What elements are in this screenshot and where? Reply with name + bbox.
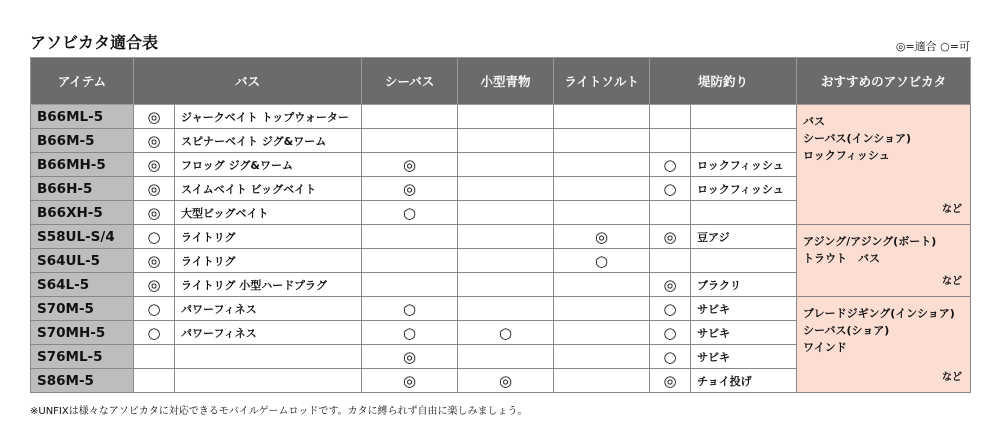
item-code: B66M-5 [31, 129, 134, 153]
bass-mark: ◎ [134, 273, 175, 297]
item-code: S76ML-5 [31, 345, 134, 369]
seabass-mark [362, 225, 458, 249]
header-seabass: シーバス [362, 58, 458, 105]
small-blue-mark [458, 225, 554, 249]
bass-mark: ◎ [134, 153, 175, 177]
recommend-line: ロックフィッシュ [803, 149, 890, 162]
seabass-mark: ○ [362, 321, 458, 345]
item-code: B66ML-5 [31, 105, 134, 129]
light-salt-mark [554, 369, 650, 393]
bass-mark: ○ [134, 297, 175, 321]
item-code: B66MH-5 [31, 153, 134, 177]
small-blue-mark [458, 249, 554, 273]
table-row [31, 225, 971, 249]
header-small-blue: 小型青物 [458, 58, 554, 105]
item-code: S64L-5 [31, 273, 134, 297]
bass-lure: ライトリグ 小型ハードプラグ [175, 273, 362, 297]
pier-mark: ○ [650, 153, 691, 177]
bass-mark: ◎ [134, 129, 175, 153]
small-blue-mark [458, 177, 554, 201]
recommend-line: シーバス(インショア) [803, 132, 912, 145]
light-salt-mark [554, 153, 650, 177]
pier-mark: ◎ [650, 273, 691, 297]
pier-method [691, 249, 797, 273]
pier-mark [650, 129, 691, 153]
bass-mark: ◎ [134, 105, 175, 129]
bass-lure: フロッグ ジグ&ワーム [175, 153, 362, 177]
recommend-cell [797, 225, 971, 297]
light-salt-mark [554, 105, 650, 129]
small-blue-mark [458, 273, 554, 297]
pier-mark [650, 249, 691, 273]
seabass-mark: ◎ [362, 153, 458, 177]
header-light-salt: ライトソルト [554, 58, 650, 105]
light-salt-mark [554, 273, 650, 297]
pier-method: ロックフィッシュ [691, 177, 797, 201]
small-blue-mark [458, 297, 554, 321]
bass-mark: ◎ [134, 249, 175, 273]
item-code: S86M-5 [31, 369, 134, 393]
small-blue-mark [458, 129, 554, 153]
bass-lure: ライトリグ [175, 225, 362, 249]
seabass-mark: ◎ [362, 177, 458, 201]
seabass-mark: ◎ [362, 345, 458, 369]
recommend-line: トラウト バス [803, 252, 881, 265]
bass-lure: スイムベイト ビッグベイト [175, 177, 362, 201]
table-body [31, 105, 971, 393]
recommend-line: ワインド [803, 341, 847, 354]
bass-mark [134, 369, 175, 393]
pier-mark: ○ [650, 177, 691, 201]
header-recommend: おすすめのアソビカタ [797, 58, 971, 105]
small-blue-mark: ○ [458, 321, 554, 345]
pier-method: チョイ投げ [691, 369, 797, 393]
bass-mark: ◎ [134, 177, 175, 201]
seabass-mark [362, 249, 458, 273]
pier-mark: ◎ [650, 225, 691, 249]
bass-mark [134, 345, 175, 369]
recommend-line: ブレードジギング(インショア) [803, 307, 955, 320]
pier-mark: ○ [650, 321, 691, 345]
seabass-mark [362, 129, 458, 153]
pier-method: ロックフィッシュ [691, 153, 797, 177]
small-blue-mark [458, 201, 554, 225]
recommend-line: バス [803, 115, 826, 128]
recommend-cell [797, 297, 971, 393]
footnote: ※UNFIXは様々なアソビカタに対応できるモバイルゲームロッドです。カタに縛られず自由に楽しみましょう。 [30, 406, 528, 417]
pier-method [691, 105, 797, 129]
bass-lure [175, 345, 362, 369]
light-salt-mark [554, 201, 650, 225]
light-salt-mark [554, 297, 650, 321]
pier-mark: ○ [650, 345, 691, 369]
item-code: S70M-5 [31, 297, 134, 321]
small-blue-mark: ◎ [458, 369, 554, 393]
recommend-suffix: など [942, 276, 963, 287]
compatibility-table [30, 57, 971, 393]
bass-lure: パワーフィネス [175, 321, 362, 345]
pier-method: 豆アジ [691, 225, 797, 249]
item-code: B66XH-5 [31, 201, 134, 225]
item-code: S64UL-5 [31, 249, 134, 273]
pier-method [691, 201, 797, 225]
recommend-suffix: など [942, 372, 963, 383]
item-code: S70MH-5 [31, 321, 134, 345]
seabass-mark: ○ [362, 201, 458, 225]
pier-mark [650, 201, 691, 225]
recommend-line: シーバス(ショア) [803, 324, 890, 337]
recommend-suffix: など [942, 204, 963, 215]
light-salt-mark [554, 177, 650, 201]
table-row [31, 297, 971, 321]
seabass-mark [362, 273, 458, 297]
pier-mark: ○ [650, 297, 691, 321]
light-salt-mark [554, 321, 650, 345]
bass-mark: ◎ [134, 201, 175, 225]
seabass-mark: ◎ [362, 369, 458, 393]
light-salt-mark [554, 345, 650, 369]
recommend-line: アジング/アジング(ボート) [803, 235, 937, 248]
seabass-mark: ○ [362, 297, 458, 321]
bass-mark: ○ [134, 321, 175, 345]
pier-mark [650, 105, 691, 129]
bass-lure: パワーフィネス [175, 297, 362, 321]
bass-mark: ○ [134, 225, 175, 249]
bass-lure: ライトリグ [175, 249, 362, 273]
table-row [31, 105, 971, 129]
pier-method: サビキ [691, 345, 797, 369]
header-pier: 堤防釣り [650, 58, 797, 105]
bass-lure: 大型ビッグベイト [175, 201, 362, 225]
item-code: B66H-5 [31, 177, 134, 201]
small-blue-mark [458, 105, 554, 129]
pier-method: ブラクリ [691, 273, 797, 297]
page-title: アソビカタ適合表 [30, 33, 159, 52]
light-salt-mark [554, 129, 650, 153]
legend: ◎=適合 ○=可 [895, 40, 970, 53]
pier-method: サビキ [691, 297, 797, 321]
pier-method [691, 129, 797, 153]
pier-mark: ◎ [650, 369, 691, 393]
seabass-mark [362, 105, 458, 129]
bass-lure: ジャークベイト トップウォーター [175, 105, 362, 129]
small-blue-mark [458, 345, 554, 369]
pier-method: サビキ [691, 321, 797, 345]
light-salt-mark: ◎ [554, 225, 650, 249]
light-salt-mark: ○ [554, 249, 650, 273]
recommend-cell [797, 105, 971, 225]
header-bass: バス [134, 58, 362, 105]
small-blue-mark [458, 153, 554, 177]
table-header-row [31, 58, 971, 105]
item-code: S58UL-S/4 [31, 225, 134, 249]
bass-lure [175, 369, 362, 393]
bass-lure: スピナーベイト ジグ&ワーム [175, 129, 362, 153]
header-item: アイテム [31, 58, 134, 105]
